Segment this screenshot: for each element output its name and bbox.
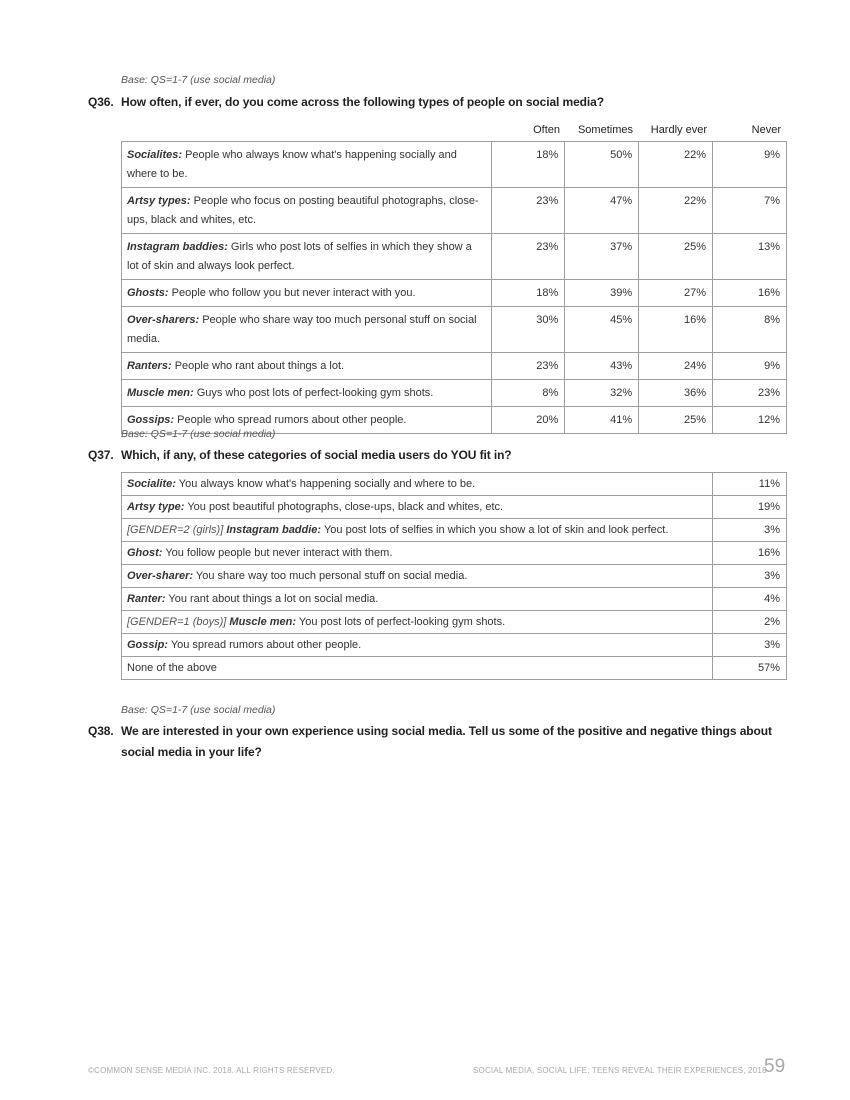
q36-table bbox=[121, 141, 787, 434]
percent-cell: 32% bbox=[565, 380, 639, 407]
percent-cell: 23% bbox=[492, 353, 565, 380]
user-category-description: You always know what's happening socially and where to be. bbox=[178, 478, 476, 490]
person-type-term: Instagram baddies: bbox=[127, 241, 228, 253]
row-label-cell bbox=[122, 307, 492, 353]
table-row bbox=[122, 188, 787, 234]
percent-cell: 23% bbox=[492, 234, 565, 280]
percent-cell: 9% bbox=[713, 353, 787, 380]
q38-number: Q38. bbox=[88, 724, 114, 738]
percent-cell: 39% bbox=[565, 280, 639, 307]
q37-question bbox=[88, 445, 778, 466]
user-category-term: Socialite: bbox=[127, 478, 176, 490]
percent-cell: 16% bbox=[639, 307, 713, 353]
row-label-cell bbox=[122, 565, 713, 588]
q36-text: How often, if ever, do you come across the following types of people on social media? bbox=[121, 95, 604, 109]
q36-column-headers bbox=[121, 124, 787, 138]
percent-cell: 47% bbox=[565, 188, 639, 234]
user-category-term: Ranter: bbox=[127, 593, 166, 605]
footer-copyright: ©COMMON SENSE MEDIA INC. 2018. ALL RIGHTS RESERVED. bbox=[88, 1066, 335, 1075]
percent-cell: 41% bbox=[565, 407, 639, 434]
person-type-description: People who rant about things a lot. bbox=[174, 360, 345, 372]
person-type-description: People who share way too much personal stuff on social media. bbox=[127, 314, 477, 345]
col-header-hardly-ever: Hardly ever bbox=[650, 124, 707, 136]
row-label-cell bbox=[122, 142, 492, 188]
table-row bbox=[122, 542, 787, 565]
person-type-term: Ranters: bbox=[127, 360, 172, 372]
person-type-description: People who always know what's happening socially and where to be. bbox=[127, 149, 457, 180]
percent-cell: 30% bbox=[492, 307, 565, 353]
person-type-description: Guys who post lots of perfect-looking gym shots. bbox=[196, 387, 434, 399]
table-row bbox=[122, 565, 787, 588]
percent-cell: 9% bbox=[713, 142, 787, 188]
percent-cell: 57% bbox=[713, 657, 787, 680]
table-row bbox=[122, 307, 787, 353]
person-type-description: People who focus on posting beautiful photographs, close-ups, black and whites, etc. bbox=[127, 195, 479, 226]
person-type-term: Muscle men: bbox=[127, 387, 194, 399]
percent-cell: 16% bbox=[713, 542, 787, 565]
table-row bbox=[122, 634, 787, 657]
q38-text: We are interested in your own experience using social media. Tell us some of the positive and negative things about social media in your life? bbox=[121, 724, 772, 759]
percent-cell: 19% bbox=[713, 496, 787, 519]
table-row bbox=[122, 657, 787, 680]
person-type-description: People who follow you but never interact with you. bbox=[171, 287, 416, 299]
percent-cell: 3% bbox=[713, 634, 787, 657]
person-type-term: Ghosts: bbox=[127, 287, 169, 299]
row-label-cell bbox=[122, 588, 713, 611]
q38-base-note: Base: QS=1-7 (use social media) bbox=[121, 704, 276, 716]
row-label-cell bbox=[122, 280, 492, 307]
user-category-term: Muscle men: bbox=[229, 616, 297, 628]
percent-cell: 37% bbox=[565, 234, 639, 280]
row-label-cell bbox=[122, 542, 713, 565]
percent-cell: 45% bbox=[565, 307, 639, 353]
user-category-description: You share way too much personal stuff on social media. bbox=[195, 570, 468, 582]
percent-cell: 8% bbox=[713, 307, 787, 353]
percent-cell: 7% bbox=[713, 188, 787, 234]
q37-base-note: Base: QS=1-7 (use social media) bbox=[121, 428, 276, 440]
q36-base-note: Base: QS=1-7 (use social media) bbox=[121, 74, 276, 86]
percent-cell: 25% bbox=[639, 407, 713, 434]
q37-number: Q37. bbox=[88, 448, 114, 462]
percent-cell: 18% bbox=[492, 280, 565, 307]
user-category-description: You rant about things a lot on social media. bbox=[168, 593, 379, 605]
page-number: 59 bbox=[764, 1056, 786, 1077]
row-label-cell bbox=[122, 634, 713, 657]
percent-cell: 3% bbox=[713, 565, 787, 588]
percent-cell: 23% bbox=[713, 380, 787, 407]
person-type-description: People who spread rumors about other people. bbox=[177, 414, 407, 426]
percent-cell: 18% bbox=[492, 142, 565, 188]
table-row bbox=[122, 380, 787, 407]
q37-text: Which, if any, of these categories of social media users do YOU fit in? bbox=[121, 448, 512, 462]
row-label-cell bbox=[122, 496, 713, 519]
row-label-cell bbox=[122, 473, 713, 496]
col-header-sometimes: Sometimes bbox=[577, 124, 633, 136]
col-header-never: Never bbox=[751, 124, 781, 136]
row-label-cell bbox=[122, 519, 713, 542]
percent-cell: 16% bbox=[713, 280, 787, 307]
percent-cell: 20% bbox=[492, 407, 565, 434]
user-category-description: You post beautiful photographs, close-ups, black and whites, etc. bbox=[187, 501, 504, 513]
q37-table bbox=[121, 472, 787, 680]
person-type-term: Gossips: bbox=[127, 414, 175, 426]
user-category-description: You spread rumors about other people. bbox=[170, 639, 362, 651]
percent-cell: 22% bbox=[639, 188, 713, 234]
percent-cell: 3% bbox=[713, 519, 787, 542]
percent-cell: 50% bbox=[565, 142, 639, 188]
user-category-term: Ghost: bbox=[127, 547, 163, 559]
percent-cell: 23% bbox=[492, 188, 565, 234]
q36-number: Q36. bbox=[88, 95, 114, 109]
table-row bbox=[122, 353, 787, 380]
percent-cell: 2% bbox=[713, 611, 787, 634]
row-label-cell bbox=[122, 353, 492, 380]
table-row bbox=[122, 519, 787, 542]
gender-filter-note: [GENDER=2 (girls)] bbox=[127, 524, 224, 536]
q38-question bbox=[88, 721, 778, 763]
user-category-description: You post lots of perfect-looking gym shots. bbox=[298, 616, 506, 628]
percent-cell: 27% bbox=[639, 280, 713, 307]
percent-cell: 43% bbox=[565, 353, 639, 380]
person-type-term: Over-sharers: bbox=[127, 314, 200, 326]
table-row bbox=[122, 142, 787, 188]
percent-cell: 36% bbox=[639, 380, 713, 407]
percent-cell: 4% bbox=[713, 588, 787, 611]
person-type-term: Artsy types: bbox=[127, 195, 191, 207]
person-type-term: Socialites: bbox=[127, 149, 183, 161]
percent-cell: 25% bbox=[639, 234, 713, 280]
user-category-term: Over-sharer: bbox=[127, 570, 194, 582]
row-label-cell bbox=[122, 657, 713, 680]
percent-cell: 11% bbox=[713, 473, 787, 496]
row-label-cell bbox=[122, 611, 713, 634]
table-row bbox=[122, 280, 787, 307]
percent-cell: 13% bbox=[713, 234, 787, 280]
gender-filter-note: [GENDER=1 (boys)] bbox=[127, 616, 227, 628]
table-row bbox=[122, 234, 787, 280]
table-row bbox=[122, 588, 787, 611]
q36-question bbox=[88, 92, 778, 113]
percent-cell: 8% bbox=[492, 380, 565, 407]
table-row bbox=[122, 473, 787, 496]
percent-cell: 24% bbox=[639, 353, 713, 380]
percent-cell: 22% bbox=[639, 142, 713, 188]
col-header-often: Often bbox=[533, 124, 560, 136]
user-category-term: Instagram baddie: bbox=[226, 524, 322, 536]
row-label-cell bbox=[122, 234, 492, 280]
user-category-description: You post lots of selfies in which you show a lot of skin and look perfect. bbox=[323, 524, 669, 536]
user-category-term: Gossip: bbox=[127, 639, 168, 651]
table-row bbox=[122, 611, 787, 634]
user-category-description: None of the above bbox=[127, 662, 217, 674]
person-type-description: Girls who post lots of selfies in which they show a lot of skin and always look perfect. bbox=[127, 241, 472, 272]
table-row bbox=[122, 496, 787, 519]
row-label-cell bbox=[122, 188, 492, 234]
user-category-description: You follow people but never interact with them. bbox=[165, 547, 393, 559]
row-label-cell bbox=[122, 380, 492, 407]
user-category-term: Artsy type: bbox=[127, 501, 185, 513]
footer-report-title: SOCIAL MEDIA, SOCIAL LIFE: TEENS REVEAL THEIR EXPERIENCES, 2018 bbox=[473, 1066, 767, 1075]
percent-cell: 12% bbox=[713, 407, 787, 434]
